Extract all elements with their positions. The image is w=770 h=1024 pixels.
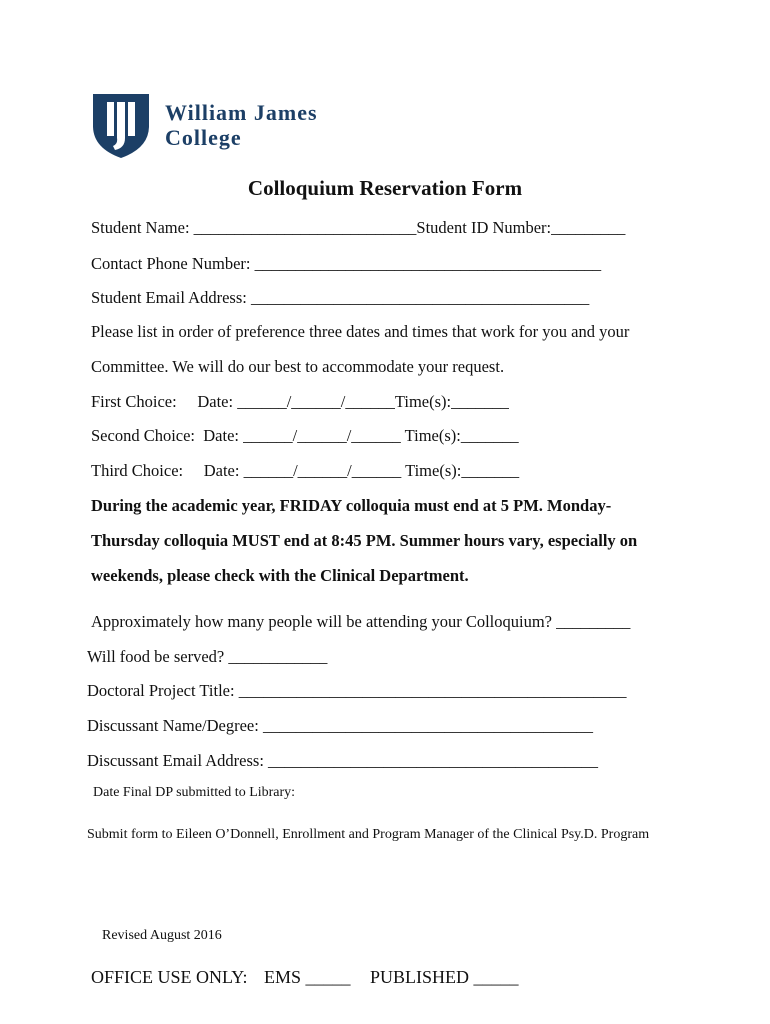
notice-line-2: Thursday colloquia MUST end at 8:45 PM. Summer hours vary, especially on — [91, 531, 638, 550]
submit-instructions: Submit form to Eileen O’Donnell, Enrollment and Program Manager of the Clinical Psy.D. Program — [87, 827, 650, 842]
contact-phone-field[interactable]: Contact Phone Number: __________________________________________ — [91, 254, 602, 273]
college-logo — [91, 92, 361, 162]
office-use-label: OFFICE USE ONLY: — [91, 967, 248, 987]
attendance-field[interactable]: Approximately how many people will be attending your Colloquium? _________ — [91, 612, 631, 631]
discussant-email-field[interactable]: Discussant Email Address: ________________________________________ — [87, 751, 599, 770]
food-field[interactable]: Will food be served? ____________ — [87, 647, 328, 666]
notice-line-3: weekends, please check with the Clinical Department. — [91, 566, 469, 585]
student-email-field[interactable]: Student Email Address: _________________________________________ — [91, 288, 590, 307]
instructions-line-1: Please list in order of preference three dates and times that work for you and your — [91, 322, 630, 341]
revised-date: Revised August 2016 — [102, 928, 222, 943]
project-title-field[interactable]: Doctoral Project Title: _______________________________________________ — [87, 681, 627, 700]
instructions-line-2: Committee. We will do our best to accommodate your request. — [91, 357, 505, 376]
third-choice-field[interactable]: Third Choice: Date: ______/______/______ Time(s):_______ — [91, 461, 520, 480]
notice-line-1: During the academic year, FRIDAY colloquia must end at 5 PM. Monday- — [91, 496, 612, 515]
logo-line-1: William James — [165, 100, 318, 125]
logo-line-2: College — [165, 125, 242, 150]
student-name-field[interactable]: Student Name: ___________________________Student ID Number:_________ — [91, 218, 626, 237]
ems-field[interactable]: EMS _____ — [264, 967, 351, 987]
first-choice-field[interactable]: First Choice: Date: ______/______/______Time(s):_______ — [91, 392, 509, 411]
published-field[interactable]: PUBLISHED _____ — [370, 967, 519, 987]
wjc-shield-icon — [91, 92, 151, 160]
second-choice-field[interactable]: Second Choice: Date: ______/______/______ Time(s):_______ — [91, 426, 519, 445]
final-dp-date-field[interactable]: Date Final DP submitted to Library: — [93, 785, 296, 800]
discussant-name-field[interactable]: Discussant Name/Degree: ________________________________________ — [87, 716, 593, 735]
form-title: Colloquium Reservation Form — [247, 176, 523, 200]
